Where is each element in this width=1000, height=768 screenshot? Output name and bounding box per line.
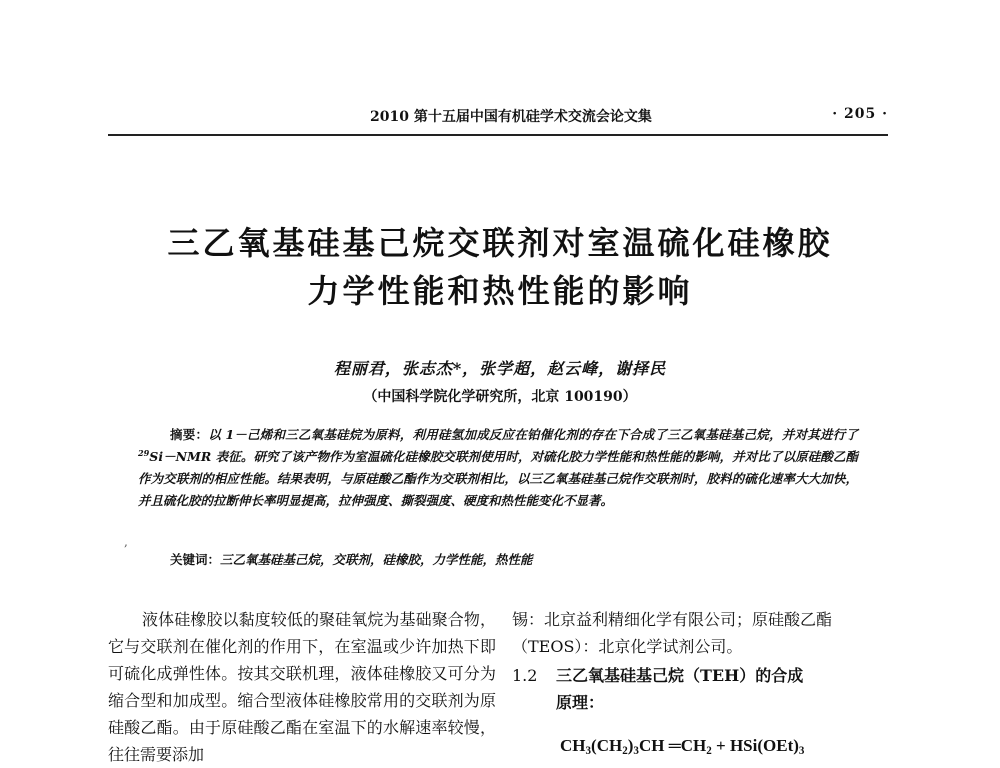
journal-title: 2010 第十五届中国有机硅学术交流会论文集 bbox=[370, 109, 652, 125]
keywords-text: 三乙氧基硅基己烷，交联剂，硅橡胶，力学性能，热性能 bbox=[220, 552, 533, 567]
principle-label: 原理： bbox=[556, 693, 605, 712]
abstract-text-1: 以 1－己烯和三乙氧基硅烷为原料，利用硅氢加成反应在铂催化剂的存在下合成了三乙氧基硅基己烷，并对其进行了 bbox=[208, 427, 858, 442]
abstract-superscript: 29 bbox=[138, 448, 150, 459]
affiliation: （中国科学院化学研究所，北京 100190） bbox=[363, 389, 637, 405]
body-left-column: 液体硅橡胶以黏度较低的聚硅氧烷为基础聚合物，它与交联剂在催化剂的作用下，在室温或少许加热下即可硫化成弹性体。按其交联机理，液体硅橡胶又可分为缩合型和加成型。缩合型液体硅橡胶常用的交联剂为原硅酸乙酯。由于原硅酸乙酯在室温下的水解速率较慢，往往需要添加 bbox=[108, 610, 496, 764]
abstract bbox=[138, 424, 858, 512]
materials-line1: 锡：北京益利精细化学有限公司；原硅酸乙酯 bbox=[512, 610, 833, 629]
body-right-column bbox=[512, 606, 892, 716]
page-number: · 205 · bbox=[832, 106, 888, 122]
header-rule bbox=[108, 134, 888, 136]
paper-title-line1: 三乙氧基硅基己烷交联剂对室温硫化硅橡胶 bbox=[167, 224, 833, 262]
keywords-label: 关键词： bbox=[170, 552, 221, 567]
section-number: 1.2 bbox=[512, 666, 538, 685]
author-list: 程丽君，张志杰*，张学超，赵云峰，谢择民 bbox=[333, 359, 667, 378]
section-title: 三乙氧基硅基己烷（TEH）的合成 bbox=[556, 666, 804, 685]
reaction-formula: $CH_3(CH_2)_3CH$ $═CH_2 + HSi(OEt)_3$ bbox=[560, 736, 805, 757]
margin-mark: , bbox=[124, 535, 128, 549]
abstract-label: 摘要： bbox=[170, 427, 209, 442]
running-header bbox=[108, 106, 888, 128]
materials-line2: （TEOS）：北京化学试剂公司。 bbox=[512, 637, 743, 656]
keywords bbox=[170, 550, 860, 568]
abstract-text-2: Si－NMR 表征。研究了该产物作为室温硫化硅橡胶交联剂使用时，对硫化胶力学性能和热性能的影响，并对比了以原硅酸乙酯作为交联剂的相应性能。结果表明，与原硅酸乙酯作为交联剂相比，以三乙氧基硅基己烷作交联剂时，胶料的硫化速率大大加快，并且硫化胶的拉断伸长率明显提高，拉伸强度、撕裂强度、硬度和热性能变化不显著。 bbox=[138, 449, 858, 508]
paper-title-line2: 力学性能和热性能的影响 bbox=[307, 272, 693, 310]
section-heading bbox=[512, 662, 892, 689]
